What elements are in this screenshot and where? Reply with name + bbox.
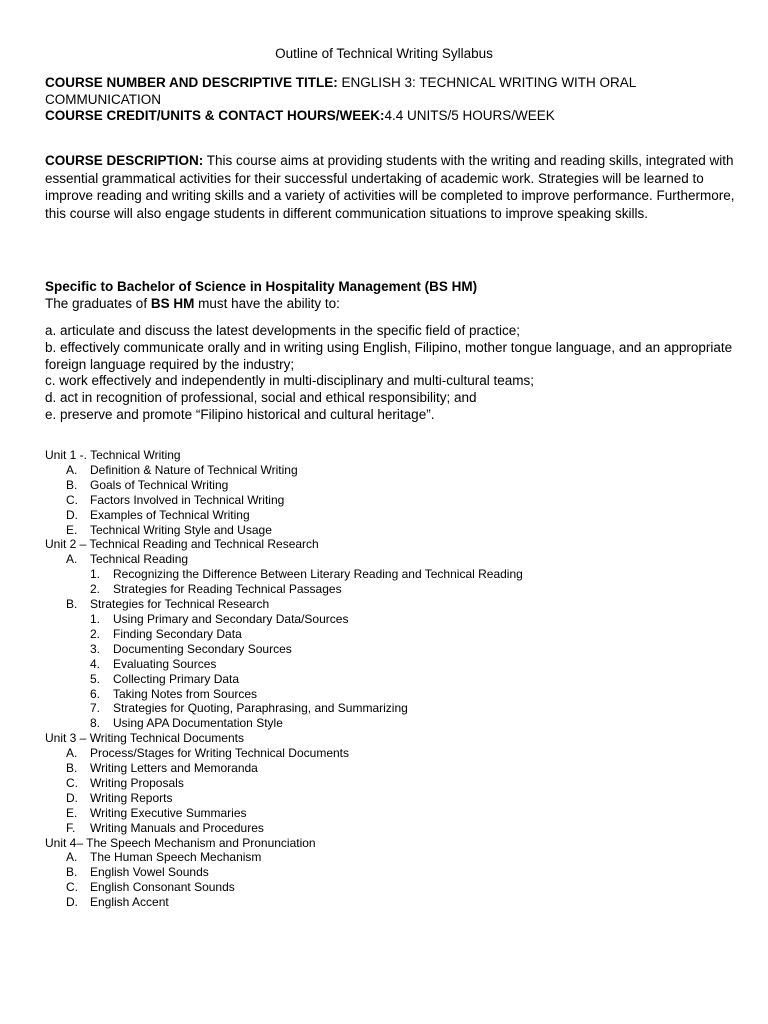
graduates-prefix: The graduates of — [45, 296, 148, 311]
outline-item-label: Writing Proposals — [90, 775, 184, 790]
ability-item: d. act in recognition of professional, social and ethical responsibility; and — [45, 390, 477, 406]
program-section — [45, 278, 735, 312]
outline-subitem-marker: 7. — [90, 701, 101, 716]
outline-item — [45, 791, 735, 806]
outline-subitem — [45, 701, 735, 716]
outline-subitem-label: Using Primary and Secondary Data/Sources — [113, 611, 349, 626]
outline-item — [45, 493, 735, 508]
outline-subitem-marker: 8. — [90, 716, 101, 731]
outline-item-label: English Vowel Sounds — [90, 865, 209, 880]
outline-item — [45, 597, 735, 612]
outline-item-marker: B. — [66, 477, 78, 492]
outline-subitem — [45, 657, 735, 672]
outline-item-label: Examples of Technical Writing — [90, 507, 250, 522]
outline-item — [45, 478, 735, 493]
outline-item-marker: E. — [66, 805, 78, 820]
outline-item-marker: B. — [66, 761, 78, 776]
outline-item-marker: A. — [66, 552, 78, 567]
outline-item-label: The Human Speech Mechanism — [90, 850, 262, 865]
outline-item — [45, 806, 735, 821]
outline-item-marker: A. — [66, 746, 78, 761]
outline-item-marker: D. — [66, 507, 78, 522]
outline-item-label: English Consonant Sounds — [90, 880, 235, 895]
page-title: Outline of Technical Writing Syllabus — [275, 46, 493, 61]
outline-item-label: Goals of Technical Writing — [90, 477, 229, 492]
course-description-label: COURSE DESCRIPTION: — [45, 153, 204, 168]
ability-item: a. articulate and discuss the latest developments in the specific field of practice; — [45, 323, 521, 338]
outline-subitem-marker: 1. — [90, 611, 101, 626]
course-number-value: ENGLISH 3: TECHNICAL WRITING WITH ORAL COMMUNICATION — [45, 75, 636, 107]
outline-item-label: Process/Stages for Writing Technical Documents — [90, 746, 350, 761]
outline-subitem-marker: 2. — [90, 626, 101, 641]
outline-item — [45, 880, 735, 895]
outline-subitem-label: Collecting Primary Data — [113, 671, 240, 686]
outline-item-marker: C. — [66, 880, 78, 895]
outline-item-label: English Accent — [90, 895, 169, 910]
outline-item-label: Writing Letters and Memoranda — [90, 761, 258, 776]
outline-item-marker: F. — [66, 820, 76, 835]
outline-item — [45, 895, 735, 910]
outline-subitem-label: Strategies for Reading Technical Passages — [113, 582, 342, 597]
outline-subitem — [45, 716, 735, 731]
outline-item — [45, 821, 735, 836]
course-description — [45, 152, 735, 222]
outline-item — [45, 746, 735, 761]
outline-subitem-label: Documenting Secondary Sources — [113, 641, 292, 656]
unit-title: Unit 4– The Speech Mechanism and Pronunciation — [45, 835, 316, 850]
outline-subitem — [45, 567, 735, 582]
outline-item — [45, 865, 735, 880]
outline-item — [45, 508, 735, 523]
outline-subitem-label: Recognizing the Difference Between Literary Reading and Technical Reading — [113, 567, 523, 582]
outline-item — [45, 850, 735, 865]
outline-item — [45, 523, 735, 538]
outline-subitem-marker: 6. — [90, 686, 101, 701]
outline-subitem — [45, 687, 735, 702]
graduates-program: BS HM — [150, 296, 195, 311]
outline-item-marker: B. — [66, 597, 78, 612]
outline-item — [45, 776, 735, 791]
outline-item-label: Writing Manuals and Procedures — [90, 820, 264, 835]
outline-item-marker: E. — [66, 522, 78, 537]
course-description-text: This course aims at providing students with the writing and reading skills, integrated with essential grammatical activities for their successful undertaking of academic work. Strategies will be learned to improve reading and writing skills and a variety of activities will be completed to improve performance. Furthermore, this course will also engage students in different communication situations to improve speaking skills. — [45, 153, 735, 221]
outline-item — [45, 761, 735, 776]
outline-item-marker: A. — [66, 462, 78, 477]
units-outline — [45, 448, 735, 910]
outline-item — [45, 552, 735, 567]
outline-item-label: Writing Executive Summaries — [90, 805, 247, 820]
outline-subitem-marker: 2. — [90, 582, 101, 597]
abilities-list — [45, 323, 735, 424]
ability-item: b. effectively communicate orally and in writing using English, Filipino, mother tongue language, and an appropriate foreign language required by the industry; — [45, 339, 733, 372]
outline-item-label: Definition & Nature of Technical Writing — [90, 462, 298, 477]
unit-title: Unit 1 -. Technical Writing — [45, 448, 181, 462]
outline-item-marker: D. — [66, 895, 78, 910]
outline-subitem — [45, 627, 735, 642]
outline-item-label: Factors Involved in Technical Writing — [90, 492, 285, 507]
course-number-label: COURSE NUMBER AND DESCRIPTIVE TITLE: — [45, 75, 338, 90]
outline-subitem — [45, 672, 735, 687]
outline-subitem — [45, 612, 735, 627]
course-credit-line — [45, 108, 735, 125]
outline-item-marker: D. — [66, 790, 78, 805]
outline-item-label: Technical Writing Style and Usage — [90, 522, 272, 537]
ability-item: e. preserve and promote “Filipino historical and cultural heritage”. — [45, 406, 435, 422]
outline-item-label: Technical Reading — [90, 552, 189, 567]
outline-item-marker: C. — [66, 492, 78, 507]
outline-item-label: Strategies for Technical Research — [90, 597, 270, 612]
outline-subitem-marker: 3. — [90, 641, 101, 656]
outline-subitem-marker: 4. — [90, 656, 101, 671]
graduates-line — [45, 295, 735, 312]
course-credit-value: 4.4 UNITS/5 HOURS/WEEK — [384, 108, 555, 123]
ability-item: c. work effectively and independently in multi-disciplinary and multi-cultural teams; — [45, 373, 534, 389]
outline-subitem — [45, 582, 735, 597]
graduates-suffix: must have the ability to: — [198, 296, 340, 311]
outline-subitem-label: Taking Notes from Sources — [113, 686, 258, 701]
outline-subitem — [45, 642, 735, 657]
outline-item-marker: C. — [66, 775, 78, 790]
outline-item — [45, 463, 735, 478]
course-number-line — [45, 75, 735, 108]
outline-item-marker: A. — [66, 850, 78, 865]
unit-title: Unit 2 – Technical Reading and Technical Research — [45, 537, 319, 552]
course-credit-label: COURSE CREDIT/UNITS & CONTACT HOURS/WEEK: — [45, 108, 385, 123]
outline-item-marker: B. — [66, 865, 78, 880]
unit-title: Unit 3 – Writing Technical Documents — [45, 731, 244, 746]
outline-subitem-label: Finding Secondary Data — [113, 626, 242, 641]
outline-item-label: Writing Reports — [90, 790, 173, 805]
outline-subitem-marker: 1. — [90, 567, 101, 582]
course-meta — [45, 75, 735, 125]
outline-subitem-marker: 5. — [90, 671, 101, 686]
outline-subitem-label: Evaluating Sources — [113, 656, 217, 671]
program-heading: Specific to Bachelor of Science in Hospitality Management (BS HM) — [45, 279, 478, 294]
outline-subitem-label: Using APA Documentation Style — [113, 716, 283, 731]
outline-subitem-label: Strategies for Quoting, Paraphrasing, and Summarizing — [113, 701, 408, 716]
